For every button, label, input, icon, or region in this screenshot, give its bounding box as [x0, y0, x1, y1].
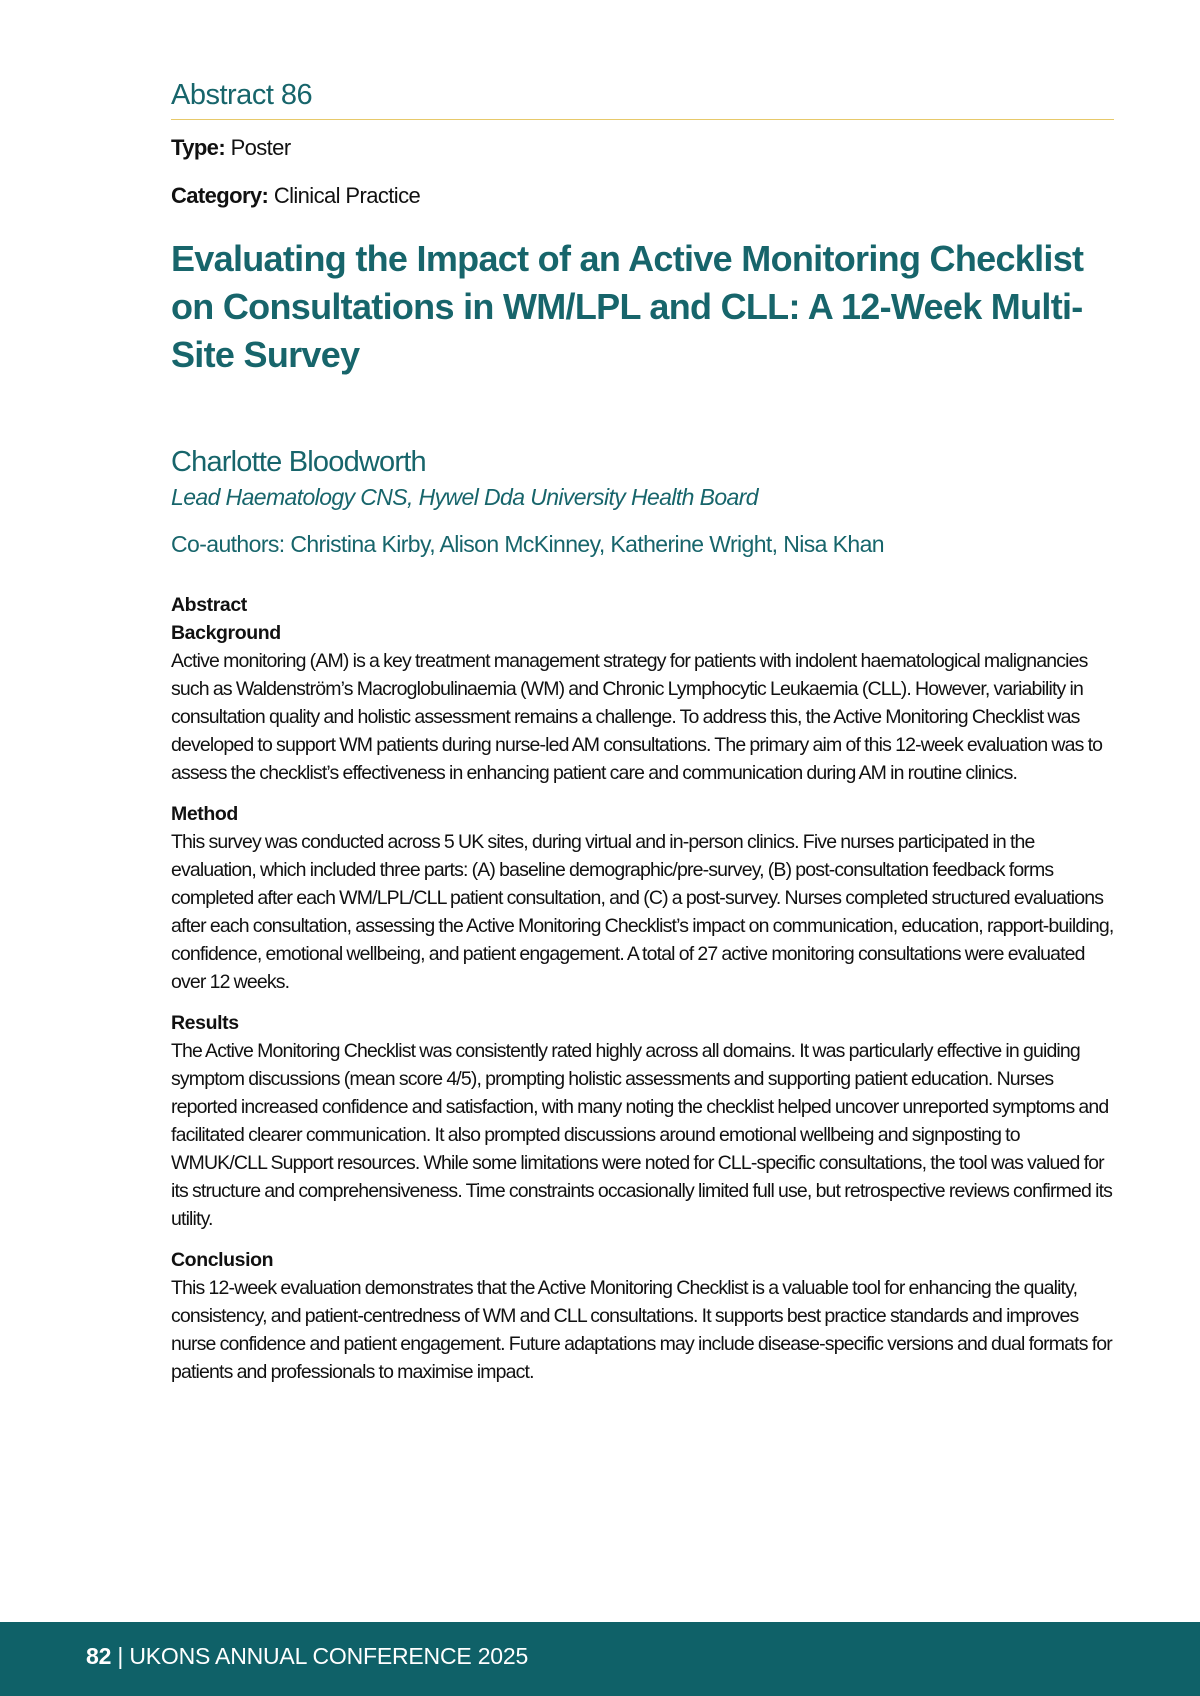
- section-method: [171, 800, 1114, 996]
- coauthors: Co-authors: Christina Kirby, Alison McKinney, Katherine Wright, Nisa Khan: [171, 531, 884, 558]
- abstract-page-content: [171, 78, 1114, 1386]
- author-name: Charlotte Bloodworth: [171, 445, 426, 478]
- section-heading: Conclusion: [171, 1248, 274, 1271]
- abstract-title: Evaluating the Impact of an Active Monitoring Checklist on Consultations in WM/LPL and CLL: A 12-Week Multi-Site Survey: [171, 237, 1084, 375]
- conference-name: UKONS ANNUAL CONFERENCE 2025: [129, 1643, 529, 1669]
- author-affiliation: Lead Haematology CNS, Hywel Dda University Health Board: [171, 483, 759, 510]
- type-value: Poster: [230, 134, 291, 160]
- section-heading: Method: [171, 802, 238, 825]
- page-number: 82: [86, 1643, 112, 1669]
- category-label: Category:: [171, 183, 269, 209]
- section-heading: Background: [171, 621, 281, 644]
- category-value: Clinical Practice: [273, 183, 421, 209]
- section-heading: Results: [171, 1011, 239, 1034]
- abstract-number: Abstract 86: [171, 78, 1114, 120]
- section-body: The Active Monitoring Checklist was consistently rated highly across all domains. It was particularly effective in guiding symptom discussions (mean score 4/5), prompting holistic assessments and supporting patient education. Nurses reported increased confidence and satisfaction, with many noting the checklist helped uncover unreported symptoms and facilitated clearer communication. It also prompted discussions around emotional wellbeing and signposting to WMUK/CLL Support resources. While some limitations were noted for CLL-specific consultations, the tool was valued for its structure and comprehensiveness. Time constraints occasionally limited full use, but retrospective reviews confirmed its utility.: [171, 1039, 1113, 1230]
- footer-separator: |: [111, 1643, 130, 1669]
- section-background: [171, 619, 1114, 787]
- section-body: This 12-week evaluation demonstrates that the Active Monitoring Checklist is a valuable tool for enhancing the quality, consistency, and patient-centredness of WM and CLL consultations. It supports best practice standards and improves nurse confidence and patient engagement. Future adaptations may include disease-specific versions and dual formats for patients and professionals to maximise impact.: [171, 1276, 1112, 1383]
- abstract-heading: Abstract: [171, 593, 247, 616]
- page-footer: [0, 1622, 1200, 1696]
- type-label: Type:: [171, 134, 226, 160]
- section-body: This survey was conducted across 5 UK sites, during virtual and in-person clinics. Five nurses participated in the evaluation, which included three parts: (A) baseline demographic/pre-survey, (B) post-consultation feedback forms completed after each WM/LPL/CLL patient consultation, and (C) a post-survey. Nurses completed structured evaluations after each consultation, assessing the Active Monitoring Checklist’s impact on communication, education, rapport-building, confidence, emotional wellbeing, and patient engagement. A total of 27 active monitoring consultations were evaluated over 12 weeks.: [171, 830, 1114, 993]
- footer-text: [86, 1642, 528, 1672]
- section-conclusion: [171, 1246, 1114, 1386]
- section-results: [171, 1009, 1114, 1233]
- category-line: [171, 182, 1114, 211]
- section-body: Active monitoring (AM) is a key treatment management strategy for patients with indolent haematological malignancies such as Waldenström’s Macroglobulinaemia (WM) and Chronic Lymphocytic Leukaemia (CLL). However, variability in consultation quality and holistic assessment remains a challenge. To address this, the Active Monitoring Checklist was developed to support WM patients during nurse-led AM consultations. The primary aim of this 12-week evaluation was to assess the checklist’s effectiveness in enhancing patient care and communication during AM in routine clinics.: [171, 649, 1103, 784]
- type-line: [171, 134, 1114, 163]
